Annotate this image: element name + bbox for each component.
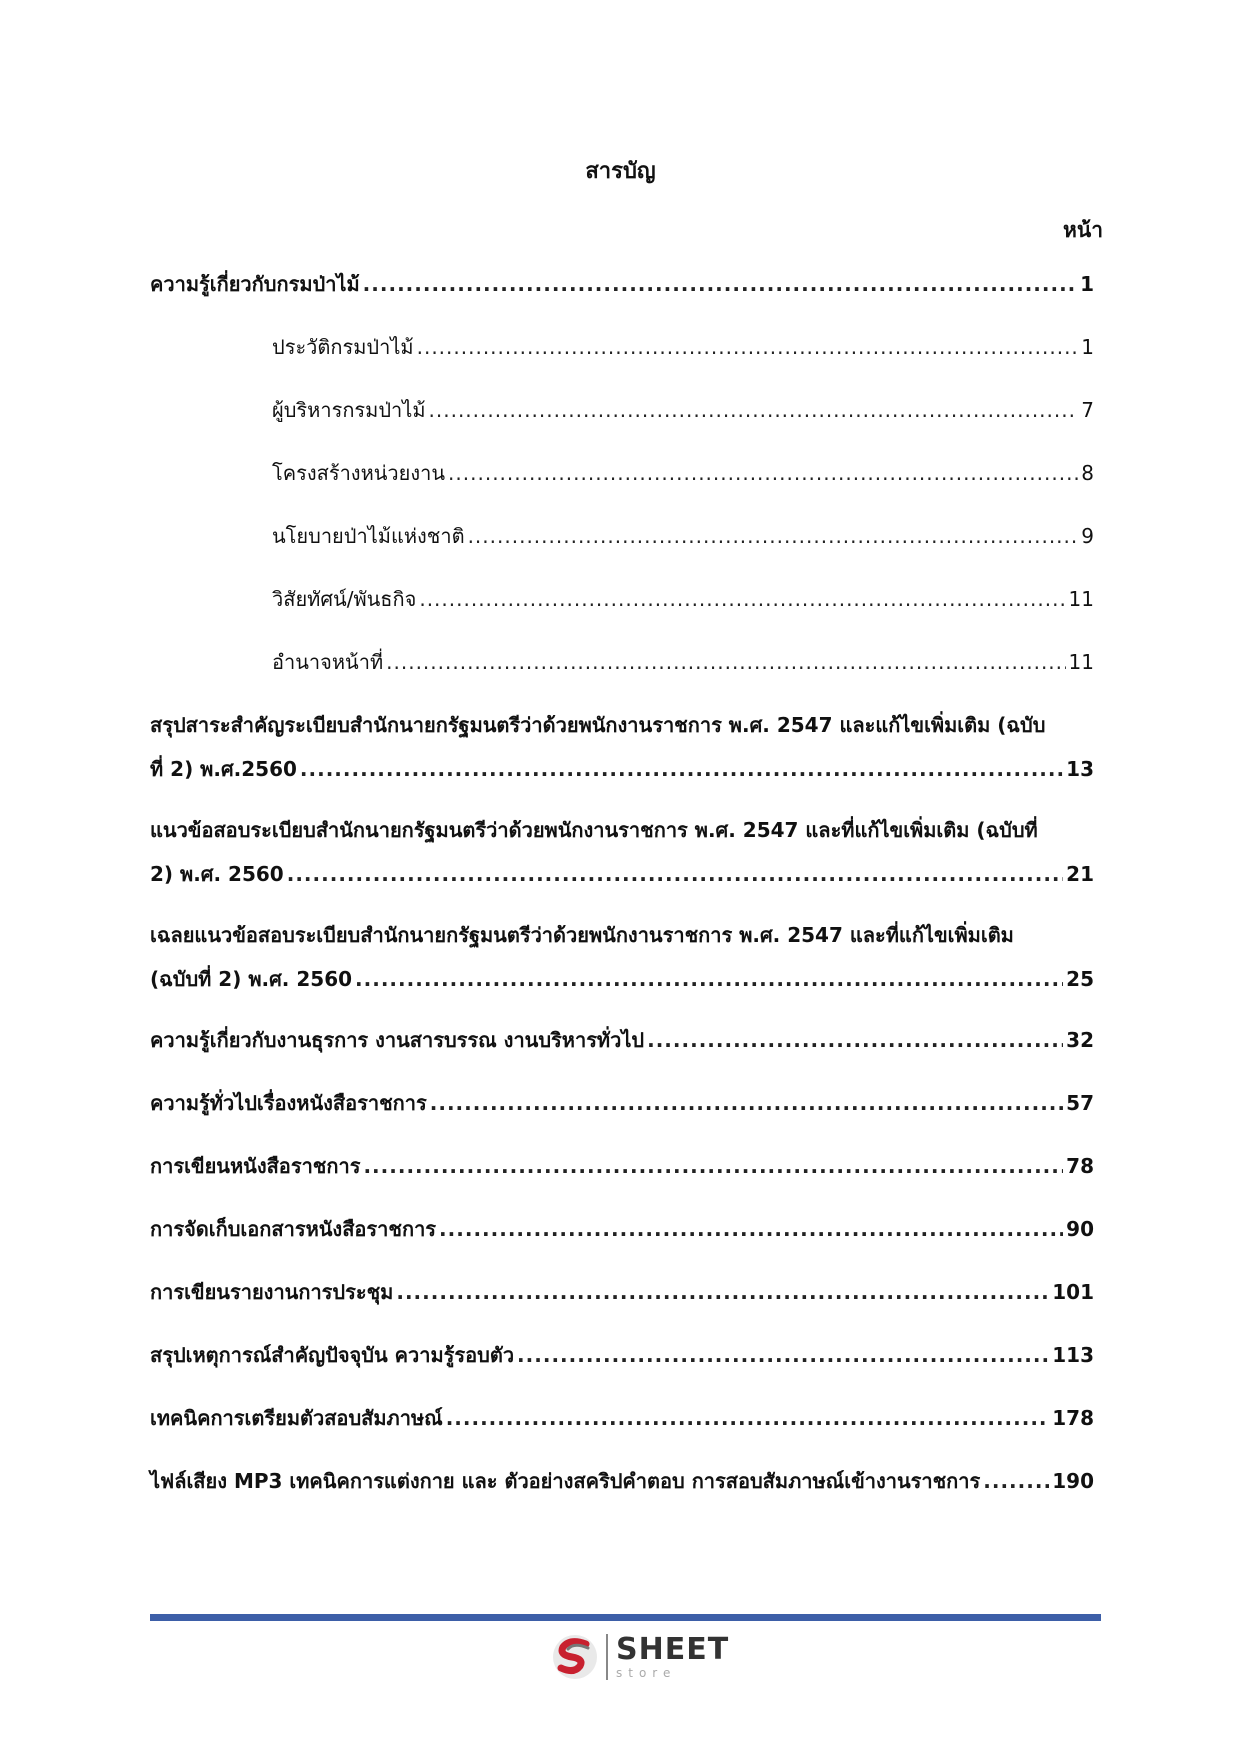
dot-leader bbox=[430, 1091, 1063, 1115]
toc-entry-title: นโยบายป่าไม้แห่งชาติ bbox=[272, 524, 465, 548]
toc-entry-title: ผู้บริหารกรมป่าไม้ bbox=[272, 398, 426, 422]
toc-entry-page: 32 bbox=[1066, 1028, 1094, 1052]
toc-entry[interactable] bbox=[150, 268, 1094, 312]
toc-entry[interactable] bbox=[150, 814, 1094, 900]
toc-entry-page: 21 bbox=[1066, 862, 1094, 886]
toc-entry-title: โครงสร้างหน่วยงาน bbox=[272, 461, 446, 485]
toc-entry-title: ความรู้เกี่ยวกับกรมป่าไม้ bbox=[150, 272, 360, 296]
toc-entry-title: ประวัติกรมป่าไม้ bbox=[272, 335, 414, 359]
toc-entry-title: แนวข้อสอบระเบียบสำนักนายกรัฐมนตรีว่าด้วยพนักงานราชการ พ.ศ. 2547 และที่แก้ไขเพิ่มเติม (ฉบับที่ bbox=[150, 818, 1038, 842]
toc-entry[interactable] bbox=[150, 1150, 1094, 1194]
toc-entry[interactable] bbox=[150, 709, 1094, 795]
toc-entry-page: 11 bbox=[1068, 650, 1094, 674]
dot-leader bbox=[417, 335, 1079, 359]
toc-entry-title: เทคนิคการเตรียมตัวสอบสัมภาษณ์ bbox=[150, 1406, 443, 1430]
toc-entry-page: 11 bbox=[1068, 587, 1094, 611]
toc-entry-page: 1 bbox=[1081, 335, 1094, 359]
toc-entry[interactable] bbox=[150, 1339, 1094, 1383]
toc-entry[interactable] bbox=[150, 1402, 1094, 1446]
toc-entry-title: เฉลยแนวข้อสอบระเบียบสำนักนายกรัฐมนตรีว่าด้วยพนักงานราชการ พ.ศ. 2547 และที่แก้ไขเพิ่มเติม bbox=[150, 923, 1014, 947]
toc-entry-page: 25 bbox=[1066, 967, 1094, 991]
toc-entry-page: 90 bbox=[1066, 1217, 1094, 1241]
toc-entry-page: 8 bbox=[1081, 461, 1094, 485]
dot-leader bbox=[396, 1280, 1049, 1304]
toc-entry-title: อำนาจหน้าที่ bbox=[272, 650, 384, 674]
toc-entry-page: 78 bbox=[1066, 1154, 1094, 1178]
toc-entry-page: 13 bbox=[1066, 757, 1094, 781]
toc-entry[interactable] bbox=[150, 1465, 1094, 1509]
toc-entry[interactable] bbox=[150, 520, 1094, 564]
toc-entry[interactable] bbox=[150, 331, 1094, 375]
footer-logo bbox=[550, 1632, 729, 1682]
dot-leader bbox=[448, 461, 1078, 485]
table-of-contents bbox=[150, 268, 1094, 1528]
page-title: สารบัญ bbox=[585, 159, 656, 184]
dot-leader bbox=[446, 1406, 1050, 1430]
toc-entry-title: (ฉบับที่ 2) พ.ศ. 2560 bbox=[150, 967, 353, 991]
toc-entry[interactable] bbox=[150, 457, 1094, 501]
toc-entry[interactable] bbox=[150, 1276, 1094, 1320]
dot-leader bbox=[517, 1343, 1049, 1367]
toc-entry-page: 101 bbox=[1052, 1280, 1094, 1304]
dot-leader bbox=[439, 1217, 1063, 1241]
dot-leader bbox=[429, 398, 1079, 422]
toc-entry[interactable] bbox=[150, 919, 1094, 1005]
toc-entry-title: การเขียนหนังสือราชการ bbox=[150, 1154, 361, 1178]
logo-separator bbox=[606, 1634, 608, 1680]
toc-entry-page: 57 bbox=[1066, 1091, 1094, 1115]
dot-leader bbox=[355, 967, 1063, 991]
toc-entry-page: 190 bbox=[1052, 1469, 1094, 1493]
logo-subtitle: store bbox=[616, 1666, 677, 1680]
toc-entry-title: สรุปสาระสำคัญระเบียบสำนักนายกรัฐมนตรีว่าด้วยพนักงานราชการ พ.ศ. 2547 และแก้ไขเพิ่มเติม (ฉบับ bbox=[150, 713, 1046, 737]
dot-leader bbox=[983, 1469, 1049, 1493]
footer-bar bbox=[150, 1614, 1101, 1621]
toc-entry-title: ที่ 2) พ.ศ.2560 bbox=[150, 757, 297, 781]
toc-entry[interactable] bbox=[150, 394, 1094, 438]
toc-entry[interactable] bbox=[150, 1024, 1094, 1068]
toc-entry[interactable] bbox=[150, 646, 1094, 690]
sheet-store-s-logo-icon bbox=[550, 1632, 600, 1682]
toc-entry-title: ไฟล์เสียง MP3 เทคนิคการแต่งกาย และ ตัวอย่างสคริปคำตอบ การสอบสัมภาษณ์เข้างานราชการ bbox=[150, 1469, 981, 1493]
toc-entry-title: วิสัยทัศน์/พันธกิจ bbox=[272, 587, 417, 611]
toc-entry-title: การจัดเก็บเอกสารหนังสือราชการ bbox=[150, 1217, 437, 1241]
dot-leader bbox=[419, 587, 1065, 611]
toc-entry-page: 113 bbox=[1052, 1343, 1094, 1367]
toc-entry-title: ความรู้เกี่ยวกับงานธุรการ งานสารบรรณ งานบริหารทั่วไป bbox=[150, 1028, 645, 1052]
toc-entry-page: 178 bbox=[1052, 1406, 1094, 1430]
logo-word: SHEET bbox=[616, 1632, 730, 1667]
dot-leader bbox=[287, 862, 1063, 886]
toc-entry-page: 1 bbox=[1080, 272, 1094, 296]
toc-entry[interactable] bbox=[150, 1213, 1094, 1257]
toc-entry-title: สรุปเหตุการณ์สำคัญปัจจุบัน ความรู้รอบตัว bbox=[150, 1343, 515, 1367]
dot-leader bbox=[300, 757, 1063, 781]
toc-entry-page: 7 bbox=[1081, 398, 1094, 422]
toc-entry-title: ความรู้ทั่วไปเรื่องหนังสือราชการ bbox=[150, 1091, 427, 1115]
toc-entry-title: 2) พ.ศ. 2560 bbox=[150, 862, 284, 886]
dot-leader bbox=[363, 272, 1077, 296]
dot-leader bbox=[468, 524, 1079, 548]
page-column-header: หน้า bbox=[1063, 218, 1103, 242]
toc-entry-title: การเขียนรายงานการประชุม bbox=[150, 1280, 394, 1304]
dot-leader bbox=[647, 1028, 1063, 1052]
toc-entry-page: 9 bbox=[1081, 524, 1094, 548]
toc-entry[interactable] bbox=[150, 583, 1094, 627]
dot-leader bbox=[363, 1154, 1063, 1178]
toc-entry[interactable] bbox=[150, 1087, 1094, 1131]
dot-leader bbox=[386, 650, 1065, 674]
